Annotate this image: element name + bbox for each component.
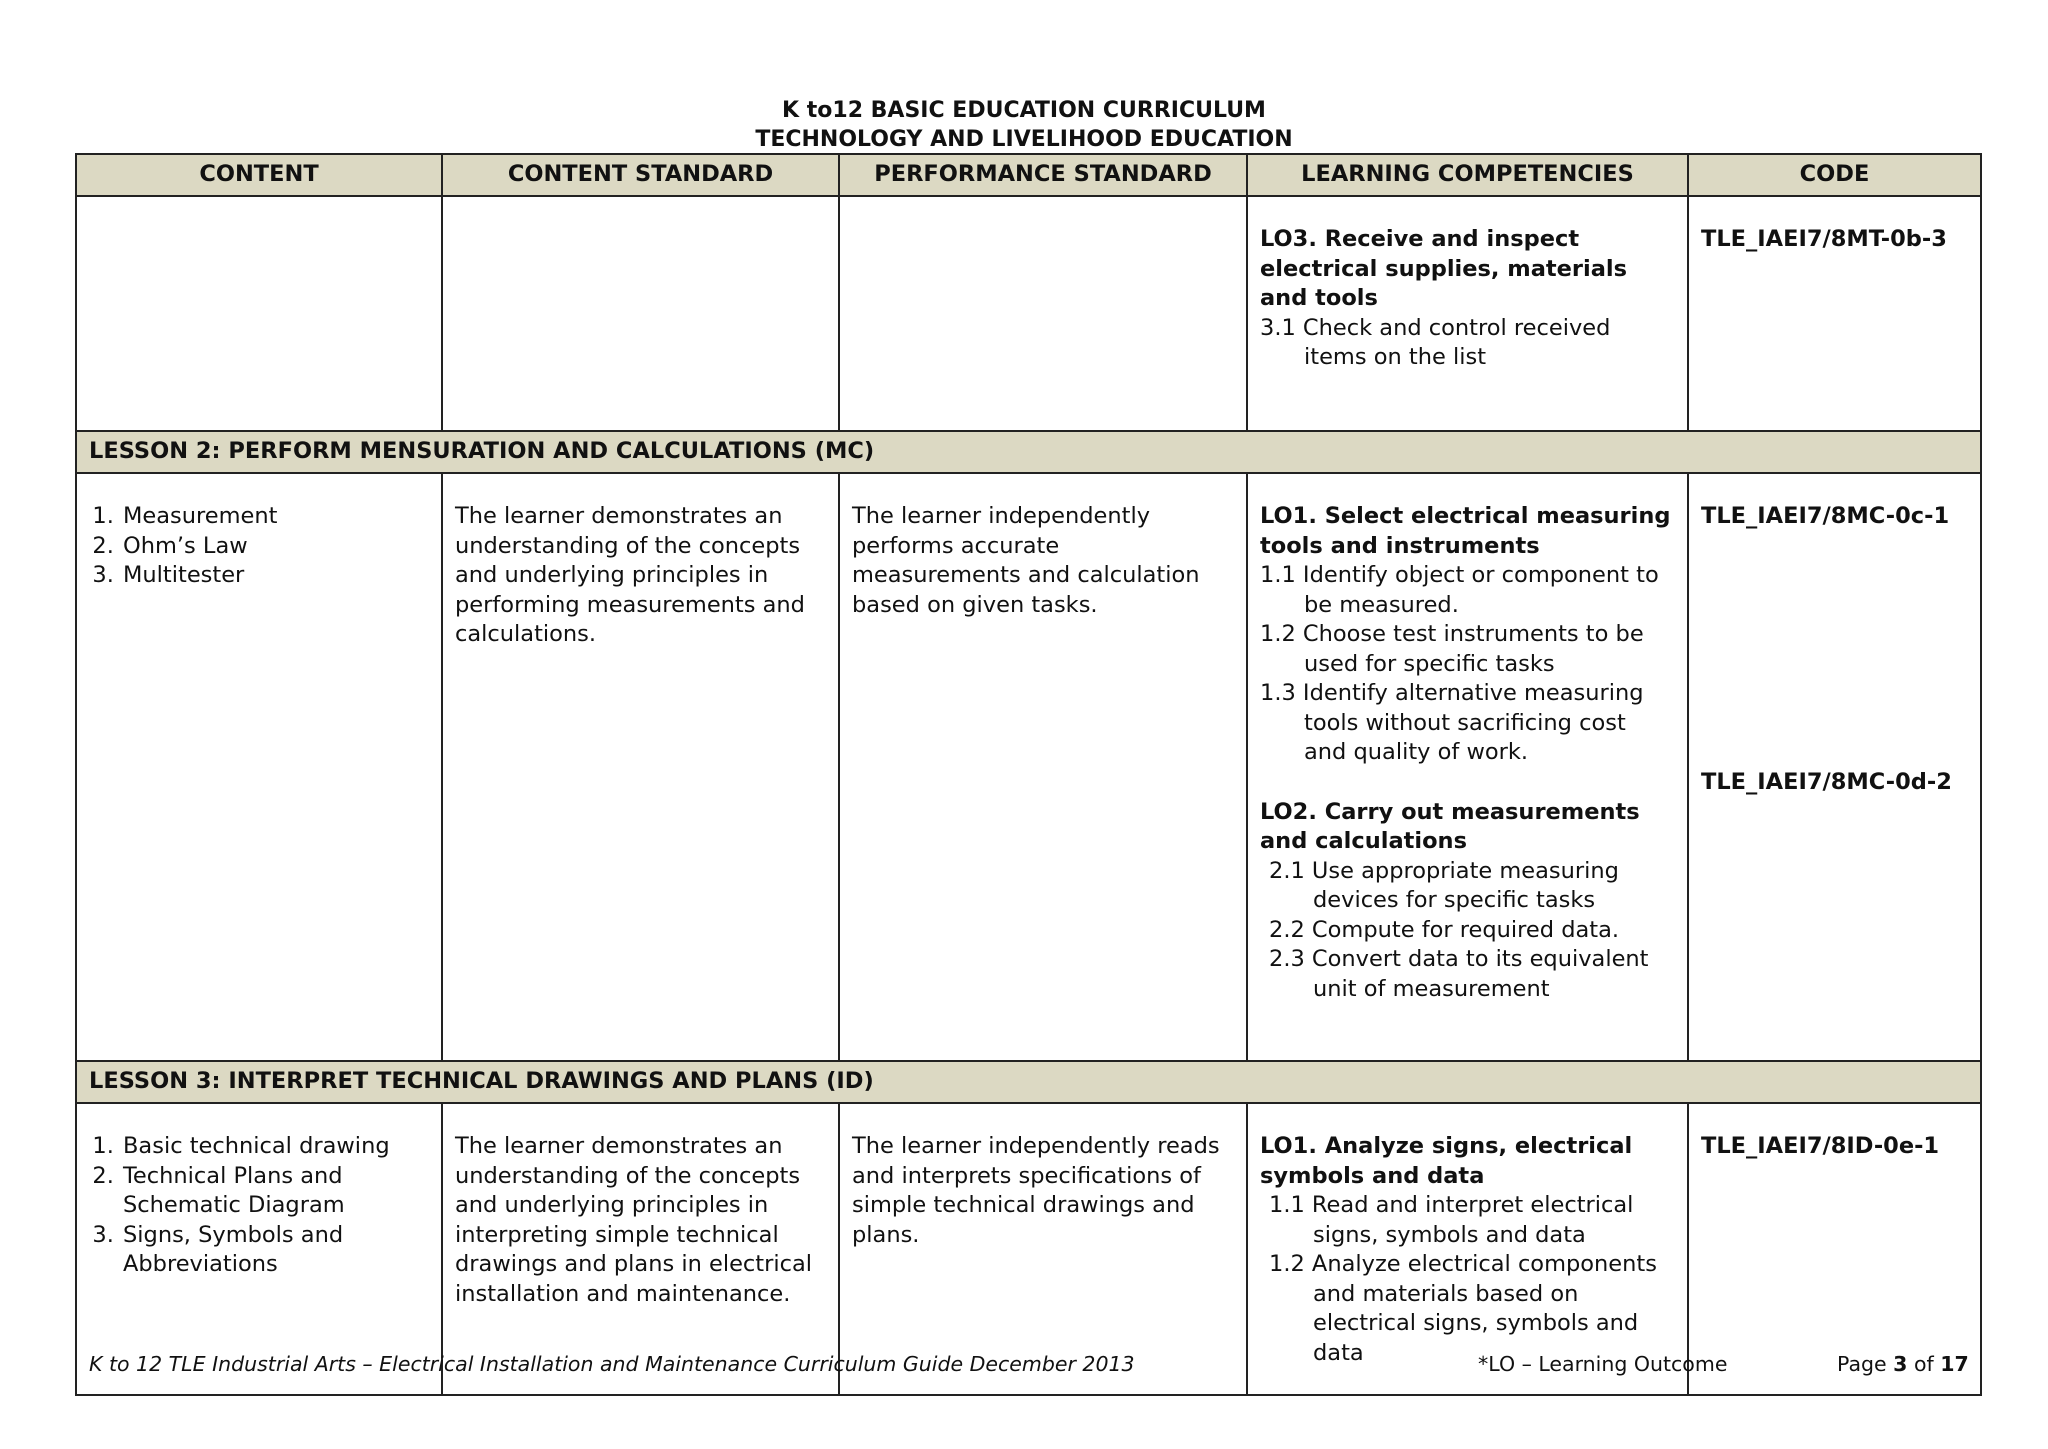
performance-standard-cell: The learner independently reads and interprets specifications of simple technical drawings and plans. (839, 1103, 1247, 1395)
competency-code: TLE_IAEI7/8MT-0b-3 (1701, 226, 1947, 252)
table-header-row (76, 154, 1981, 196)
lo-title: LO2. Carry out measurements and calculations (1260, 798, 1640, 854)
page-number (1837, 1350, 1969, 1378)
page-total: 17 (1940, 1352, 1969, 1376)
performance-standard-cell: The learner independently performs accurate measurements and calculation based on given tasks. (839, 473, 1247, 1061)
table-row (76, 473, 1981, 1061)
document-header (0, 96, 2048, 154)
footer-lo-note: *LO – Learning Outcome (1478, 1352, 1728, 1376)
content-list (89, 502, 429, 591)
competency-code: TLE_IAEI7/8MC-0d-2 (1701, 768, 1952, 795)
lo-item: 1.2 Analyze electrical components and materials based on electrical signs, symbols and data (1269, 1251, 1657, 1366)
lo-title: LO1. Select electrical measuring tools and instruments (1260, 503, 1671, 559)
lesson-title: LESSON 2: PERFORM MENSURATION AND CALCULATIONS (MC) (76, 431, 1981, 473)
subject-title: TECHNOLOGY AND LIVELIHOOD EDUCATION (755, 127, 1293, 152)
content-standard-cell: The learner demonstrates an understanding of the concepts and underlying principles in interpreting simple technical drawings and plans in electrical installation and maintenance. (442, 1103, 839, 1395)
col-header-content-standard: CONTENT STANDARD (442, 154, 839, 196)
lesson-header-row (76, 1061, 1981, 1103)
lo-title: LO1. Analyze signs, electrical symbols and data (1260, 1133, 1633, 1189)
lo-item: 1.1 Identify object or component to be measured. (1260, 562, 1659, 618)
page-of-label: of (1913, 1352, 1934, 1376)
list-item: 3. Multitester (121, 561, 429, 591)
col-header-code: CODE (1688, 154, 1981, 196)
col-header-performance-standard: PERFORMANCE STANDARD (839, 154, 1247, 196)
content-list (89, 1132, 429, 1280)
lo-item: 3.1 Check and control received items on the list (1260, 314, 1611, 370)
page-label: Page (1837, 1352, 1887, 1376)
lo-item: 2.1 Use appropriate measuring devices for specific tasks (1269, 857, 1619, 913)
code-cell (1688, 196, 1981, 431)
competency-code: TLE_IAEI7/8ID-0e-1 (1701, 1133, 1940, 1159)
content-cell (76, 196, 442, 431)
lesson-title: LESSON 3: INTERPRET TECHNICAL DRAWINGS AND PLANS (ID) (76, 1061, 1981, 1103)
list-item: 1. Basic technical drawing (121, 1132, 429, 1162)
list-item: 3. Signs, Symbols and Abbreviations (121, 1221, 429, 1280)
content-standard-cell: The learner demonstrates an understanding of the concepts and underlying principles in performing measurements and calculations. (442, 473, 839, 1061)
curriculum-table (75, 153, 1982, 1396)
lo-item: 1.2 Choose test instruments to be used for specific tasks (1260, 621, 1644, 677)
list-item: 1. Measurement (121, 502, 429, 532)
curriculum-title: K to12 BASIC EDUCATION CURRICULUM (782, 98, 1266, 123)
performance-standard-cell (839, 196, 1247, 431)
lo-item: 1.3 Identify alternative measuring tools without sacrificing cost and quality of work. (1260, 680, 1644, 765)
footer-guide-title: K to 12 TLE Industrial Arts – Electrical Installation and Maintenance Curriculum Guide December 2013 (89, 1352, 1135, 1376)
competencies-cell (1247, 196, 1688, 431)
content-standard-cell (442, 196, 839, 431)
list-item: 2. Technical Plans and Schematic Diagram (121, 1162, 429, 1221)
list-item: 2. Ohm’s Law (121, 532, 429, 562)
content-cell (76, 473, 442, 1061)
lo-item: 1.1 Read and interpret electrical signs, symbols and data (1269, 1192, 1634, 1248)
col-header-content: CONTENT (76, 154, 442, 196)
lo-item: 2.2 Compute for required data. (1269, 916, 1620, 943)
competencies-cell (1247, 473, 1688, 1061)
table-row (76, 196, 1981, 431)
lo-item: 2.3 Convert data to its equivalent unit of measurement (1269, 946, 1649, 1002)
lo-title: LO3. Receive and inspect electrical supplies, materials and tools (1260, 226, 1628, 311)
code-cell (1688, 473, 1981, 1061)
lesson-header-row (76, 431, 1981, 473)
competency-code: TLE_IAEI7/8MC-0c-1 (1701, 503, 1950, 529)
col-header-learning-competencies: LEARNING COMPETENCIES (1247, 154, 1688, 196)
page-current: 3 (1893, 1352, 1908, 1376)
